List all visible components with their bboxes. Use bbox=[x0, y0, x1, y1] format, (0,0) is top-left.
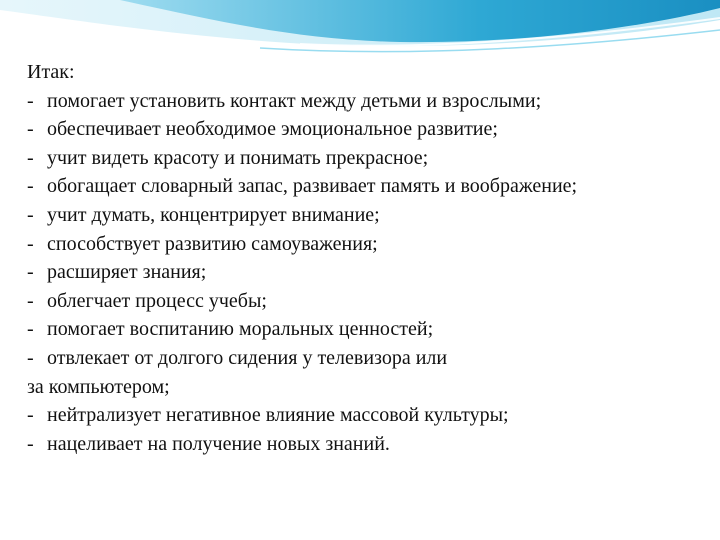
list-item-dash: - bbox=[27, 203, 34, 226]
list-item-dash: - bbox=[27, 89, 34, 112]
list-item-text: обогащает словарный запас, развивает память и воображение; bbox=[47, 175, 578, 198]
list-item bbox=[27, 144, 707, 173]
list-item bbox=[27, 430, 707, 459]
list-item-text: отвлекает от долгого сидения у телевизора или bbox=[47, 346, 448, 369]
list-item bbox=[27, 172, 707, 201]
list-item bbox=[27, 287, 707, 316]
list-item-dash: - bbox=[27, 404, 34, 427]
summary-list bbox=[27, 87, 707, 459]
list-item bbox=[27, 230, 707, 259]
list-item-text: способствует развитию самоуважения; bbox=[47, 232, 378, 255]
list-item-text: облегчает процесс учебы; bbox=[47, 289, 267, 312]
list-item bbox=[27, 401, 707, 430]
list-item-text: помогает воспитанию моральных ценностей; bbox=[47, 318, 434, 341]
list-item-text: нейтрализует негативное влияние массовой культуры; bbox=[47, 404, 509, 427]
list-item-dash: - bbox=[27, 232, 34, 255]
list-item-dash: - bbox=[27, 346, 34, 369]
list-item-text: учит видеть красоту и понимать прекрасное; bbox=[47, 146, 429, 169]
list-item bbox=[27, 258, 707, 287]
list-item-text: обеспечивает необходимое эмоциональное развитие; bbox=[47, 118, 498, 141]
list-item-dash: - bbox=[27, 432, 34, 455]
list-item bbox=[27, 87, 707, 116]
list-item-text: учит думать, концентрирует внимание; bbox=[47, 203, 380, 226]
slide-body bbox=[27, 58, 707, 458]
list-item bbox=[27, 201, 707, 230]
decorative-wave-header bbox=[0, 0, 720, 60]
list-item-text: помогает установить контакт между детьми и взрослыми; bbox=[47, 89, 542, 112]
list-item-dash: - bbox=[27, 118, 34, 141]
list-item-dash: - bbox=[27, 146, 34, 169]
list-item-dash: - bbox=[27, 261, 34, 284]
list-item bbox=[27, 315, 707, 344]
list-item-dash: - bbox=[27, 289, 34, 312]
list-item-dash: - bbox=[27, 318, 34, 341]
list-item bbox=[27, 344, 707, 373]
list-item-dash: - bbox=[27, 175, 34, 198]
list-item-text: нацеливает на получение новых знаний. bbox=[47, 432, 390, 455]
list-item-text: расширяет знания; bbox=[47, 261, 207, 284]
list-item bbox=[27, 115, 707, 144]
list-item-text: за компьютером; bbox=[27, 375, 170, 398]
list-item-continuation bbox=[27, 373, 707, 402]
intro-heading: Итак: bbox=[27, 61, 75, 83]
